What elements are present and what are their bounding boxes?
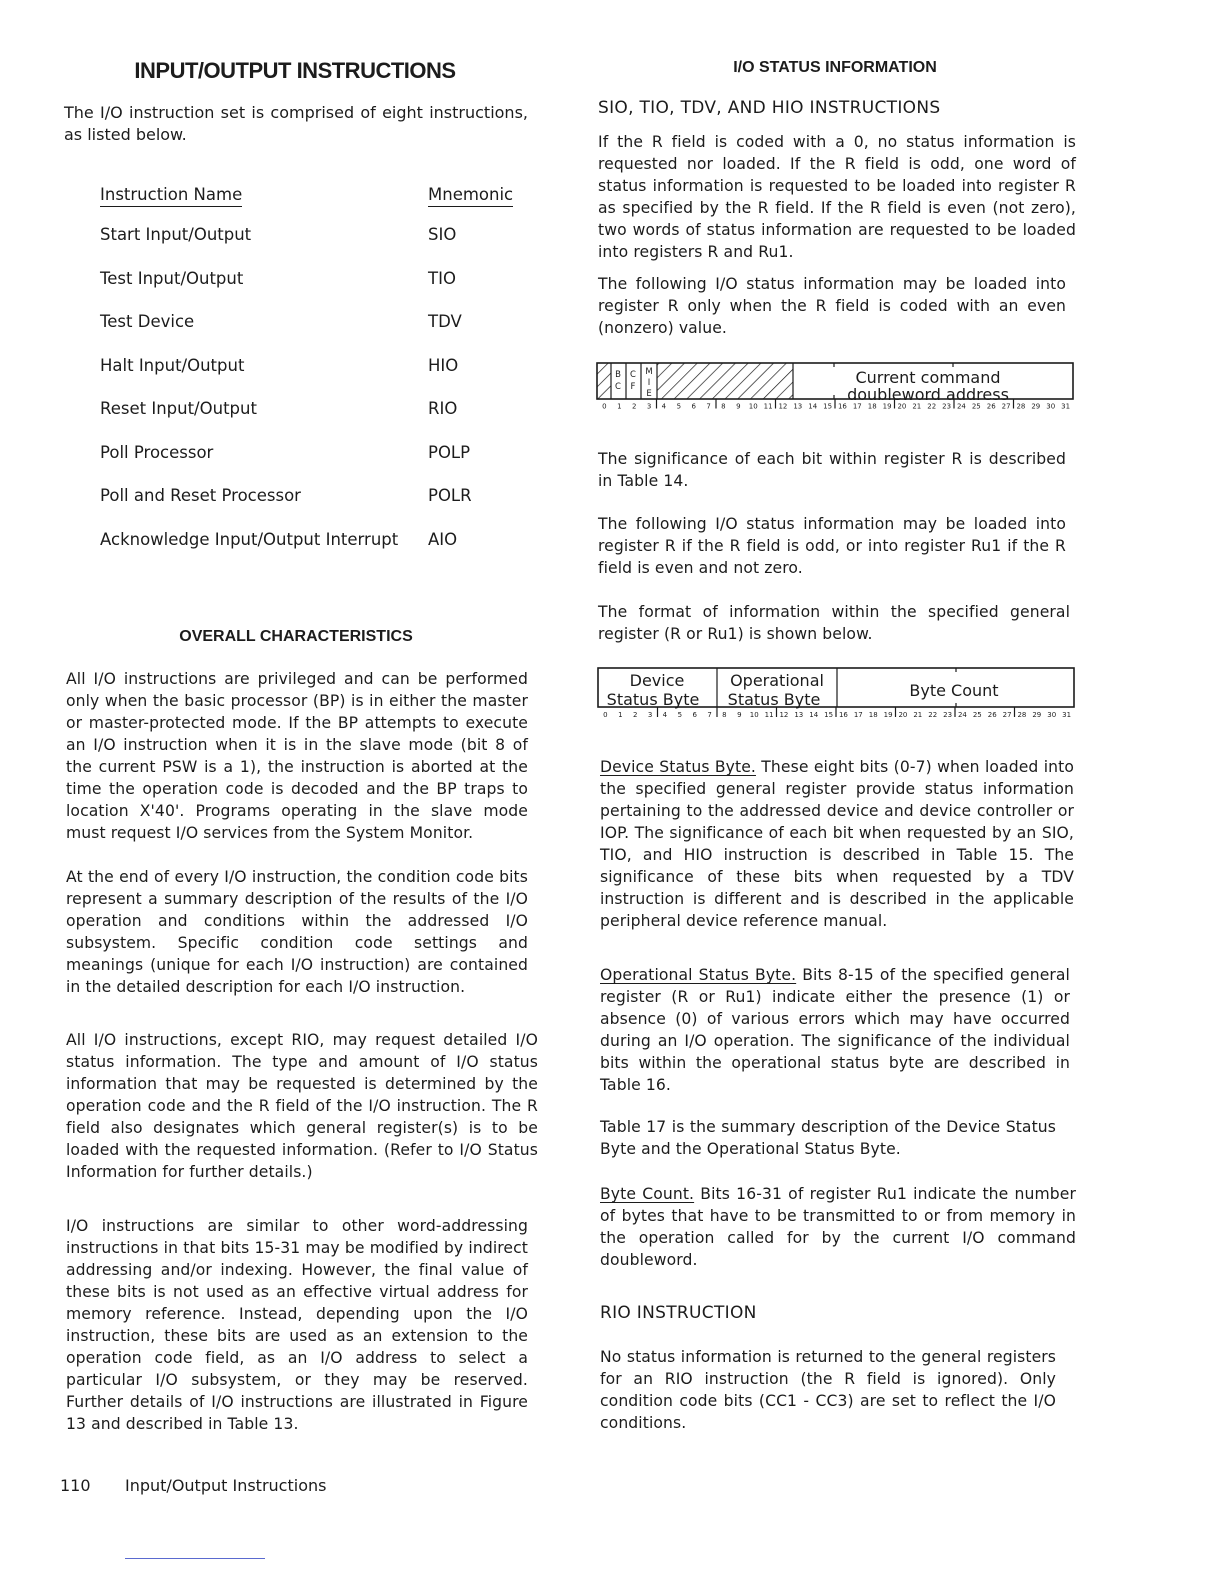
field-operational-status-line2: Status Byte bbox=[727, 690, 821, 709]
bit-number: 17 bbox=[852, 402, 862, 411]
reserved-bits-4-14 bbox=[657, 363, 793, 399]
bit-number: 21 bbox=[912, 402, 922, 411]
paragraph-table17: Table 17 is the summary description of the Device Status Byte and the Operational Status Byte. bbox=[600, 1118, 1056, 1158]
bit-number: 31 bbox=[1061, 402, 1071, 411]
table-row bbox=[100, 474, 520, 518]
operational-status-byte-label: Operational Status Byte. bbox=[600, 966, 797, 984]
instruction-name: Poll Processor bbox=[100, 442, 214, 462]
bit-number: 24 bbox=[956, 402, 966, 411]
bit-number: 15 bbox=[823, 402, 833, 411]
bit-number: 28 bbox=[1017, 711, 1027, 719]
bit-number: 23 bbox=[942, 402, 952, 411]
bit-number: 9 bbox=[737, 711, 742, 719]
instruction-name: Test Input/Output bbox=[100, 268, 244, 288]
bit-number: 26 bbox=[986, 402, 996, 411]
bit-number: 20 bbox=[898, 711, 908, 719]
paragraph-operational-status-byte: Operational Status Byte. Bits 8-15 of the specified general register (R or Ru1) indicate either the presence (1) or absence (0) of various errors which may have occurred during an I/O operation. The significance of the individual bits within the operational status byte are described in Table 16. bbox=[600, 966, 1070, 1094]
table-row bbox=[100, 213, 520, 257]
paragraph-device-status-byte: Device Status Byte. These eight bits (0-7) when loaded into the specified general register provide status information pertaining to the addressed device and device controller or IOP. The significance of each bit when requested by an SIO, TIO, and HIO instruction is described in Table 15. The significance of these bits when requested by a TDV instruction is different and is described in the applicable peripheral device reference manual. bbox=[600, 758, 1074, 930]
bit-number: 19 bbox=[883, 711, 893, 719]
header-instruction-name: Instruction Name bbox=[100, 185, 428, 213]
bit-number: 27 bbox=[1002, 711, 1012, 719]
bit-number: 0 bbox=[603, 711, 608, 719]
bit-number: 0 bbox=[602, 402, 607, 411]
bit-number: 8 bbox=[721, 402, 726, 411]
bit-number: 30 bbox=[1047, 711, 1057, 719]
paragraph-byte-count: Byte Count. Bits 16-31 of register Ru1 indicate the number of bytes that have to be transmitted to or from memory in the operation called for by the current I/O command doubleword. bbox=[600, 1185, 1076, 1269]
bit-number: 7 bbox=[706, 402, 711, 411]
bit-number: 23 bbox=[943, 711, 953, 719]
field-command-line2: doubleword address bbox=[847, 385, 1009, 404]
bit-number: 17 bbox=[853, 711, 863, 719]
paragraph-even-value: The following I/O status information may be loaded into register R only when the R field is coded with an even (nonzero) value. bbox=[598, 275, 1066, 337]
bit-number: 29 bbox=[1032, 711, 1042, 719]
reserved-bit-0 bbox=[597, 363, 611, 399]
bit-number: 22 bbox=[928, 711, 938, 719]
bit-number: 5 bbox=[677, 711, 683, 719]
bit-number: 18 bbox=[868, 711, 878, 719]
paragraph-odd-r-field: The following I/O status information may be loaded into register R if the R field is odd, or into register Ru1 if the R field is even and not zero. bbox=[598, 515, 1066, 577]
status-information-heading: I/O STATUS INFORMATION bbox=[733, 59, 937, 76]
flag-cf-top: C bbox=[630, 370, 636, 380]
table-row bbox=[100, 387, 520, 431]
bit-number: 20 bbox=[897, 402, 907, 411]
bit-number: 29 bbox=[1031, 402, 1041, 411]
instruction-name: Reset Input/Output bbox=[100, 399, 257, 419]
table-row bbox=[100, 431, 520, 475]
bit-number: 3 bbox=[647, 711, 653, 719]
mnemonic: HIO bbox=[428, 355, 459, 375]
flag-bc-top: B bbox=[615, 370, 621, 380]
instruction-name: Start Input/Output bbox=[100, 225, 252, 245]
bit-number: 1 bbox=[617, 402, 622, 411]
bit-number: 26 bbox=[987, 711, 997, 719]
bit-number: 19 bbox=[882, 402, 892, 411]
flag-cf-bottom: F bbox=[630, 382, 636, 392]
bit-number: 3 bbox=[646, 402, 652, 411]
bit-number: 21 bbox=[913, 711, 923, 719]
intro-paragraph: The I/O instruction set is comprised of eight instructions, as listed below. bbox=[64, 103, 528, 144]
bit-number: 4 bbox=[661, 402, 667, 411]
bit-number: 10 bbox=[748, 402, 758, 411]
bit-number: 7 bbox=[707, 711, 712, 719]
paragraph-status-request: All I/O instructions, except RIO, may request detailed I/O status information. The type and amount of I/O status information that may be requested is determined by the operation code and the R field of the I/O instruction. The R field also designates which general register(s) is to be loaded with the requested information. (Refer to I/O Status Information for further details.) bbox=[66, 1031, 538, 1181]
instruction-table bbox=[100, 185, 520, 561]
paragraph-r-field: If the R field is coded with a 0, no status information is requested nor loaded. If the R field is odd, one word of status information is requested to be loaded into register R as specified by the R field. If the R field is even (not zero), two words of status information are requested to be loaded into registers R and Ru1. bbox=[598, 133, 1076, 261]
bit-number: 22 bbox=[927, 402, 937, 411]
bit-number: 27 bbox=[1001, 402, 1011, 411]
bit-number: 30 bbox=[1046, 402, 1056, 411]
paragraph-rio: No status information is returned to the general registers for an RIO instruction (the R field is ignored). Only condition code bits (CC1 - CC3) are set to reflect the I/O conditions. bbox=[600, 1348, 1056, 1432]
table-row bbox=[100, 257, 520, 301]
bit-number: 25 bbox=[972, 711, 982, 719]
instruction-name: Poll and Reset Processor bbox=[100, 486, 301, 506]
footer-section-title: Input/Output Instructions bbox=[125, 1476, 327, 1495]
bit-number: 25 bbox=[971, 402, 981, 411]
bit-number: 5 bbox=[676, 402, 682, 411]
section-title: INPUT/OUTPUT INSTRUCTIONS bbox=[134, 58, 456, 83]
bit-number: 6 bbox=[692, 711, 697, 719]
bit-number: 11 bbox=[764, 711, 774, 719]
instruction-name: Test Device bbox=[100, 312, 195, 332]
bit-number: 2 bbox=[631, 402, 637, 411]
header-mnemonic: Mnemonic bbox=[428, 185, 520, 213]
instruction-name: Halt Input/Output bbox=[100, 355, 245, 375]
table-row bbox=[100, 344, 520, 388]
flag-mie-top: M bbox=[645, 367, 653, 377]
mnemonic: TIO bbox=[428, 268, 456, 288]
paragraph-condition-code: At the end of every I/O instruction, the condition code bits represent a summary description of the results of the I/O operation and conditions within the addressed I/O subsystem. Specific condition code settings and meanings (unique for each I/O instruction) are contained in the detailed description for each I/O instruction. bbox=[66, 868, 528, 996]
bit-number: 11 bbox=[763, 402, 773, 411]
overall-characteristics-heading: OVERALL CHARACTERISTICS bbox=[179, 628, 413, 645]
field-device-status-line2: Status Byte bbox=[606, 690, 700, 709]
rio-instruction-heading: RIO INSTRUCTION bbox=[600, 1303, 757, 1323]
field-byte-count: Byte Count bbox=[909, 681, 999, 700]
bit-number: 12 bbox=[778, 402, 788, 411]
flag-mie-middle: I bbox=[647, 378, 651, 388]
bit-number: 13 bbox=[794, 711, 804, 719]
field-operational-status-line1: Operational bbox=[730, 671, 824, 690]
paragraph-significance-table14: The significance of each bit within register R is described in Table 14. bbox=[598, 450, 1066, 490]
bit-number: 4 bbox=[662, 711, 668, 719]
mnemonic: TDV bbox=[428, 312, 462, 332]
paragraph-privileged: All I/O instructions are privileged and can be performed only when the basic processor (BP) is in either the master or master-protected mode. If the BP attempts to execute an I/O instruction when it is in the slave mode (bit 8 of the current PSW is a 1), the instruction is aborted at the time the operation code is decoded and the BP traps to location X'40'. Programs operating in the slave mode must request I/O services from the System Monitor. bbox=[66, 670, 528, 842]
flag-bc-bottom: C bbox=[615, 382, 621, 392]
bit-number: 14 bbox=[808, 402, 818, 411]
bit-number: 13 bbox=[793, 402, 803, 411]
bit-number: 8 bbox=[722, 711, 727, 719]
table-row bbox=[100, 300, 520, 344]
paragraph-format: The format of information within the specified general register (R or Ru1) is shown below. bbox=[598, 603, 1070, 643]
bit-number: 9 bbox=[736, 402, 741, 411]
bit-number: 16 bbox=[838, 711, 848, 719]
table-header-row bbox=[100, 185, 520, 213]
bit-number: 6 bbox=[691, 402, 696, 411]
flag-mie-bottom: E bbox=[646, 389, 652, 399]
field-device-status-line1: Device bbox=[629, 671, 685, 690]
sio-tio-tdv-hio-heading: SIO, TIO, TDV, AND HIO INSTRUCTIONS bbox=[598, 98, 941, 118]
mnemonic: POLR bbox=[428, 486, 472, 506]
bit-number: 16 bbox=[837, 402, 847, 411]
paragraph-word-addressing: I/O instructions are similar to other word-addressing instructions in that bits 15-31 may be modified by indirect addressing and/or indexing. However, the final value of these bits is not used as an effective virtual address for memory reference. Instead, depending upon the I/O instruction, these bits are used as an extension to the operation code field, as an I/O address to select a particular I/O subsystem, or they may be reserved. Further details of I/O instructions are illustrated in Figure 13 and described in Table 13. bbox=[66, 1217, 528, 1433]
table-row bbox=[100, 518, 520, 562]
register-format-command-address bbox=[596, 362, 1074, 414]
footer-rule bbox=[125, 1558, 265, 1559]
mnemonic: RIO bbox=[428, 399, 458, 419]
instruction-name: Acknowledge Input/Output Interrupt bbox=[100, 529, 399, 549]
field-command-line1: Current command bbox=[855, 368, 1001, 387]
bit-number: 1 bbox=[618, 711, 623, 719]
bit-number: 14 bbox=[809, 711, 819, 719]
bit-number: 15 bbox=[824, 711, 834, 719]
bit-number: 12 bbox=[779, 711, 789, 719]
bit-number: 31 bbox=[1062, 711, 1072, 719]
bit-number: 28 bbox=[1016, 402, 1026, 411]
bit-number: 10 bbox=[749, 711, 759, 719]
bit-number: 2 bbox=[632, 711, 638, 719]
page-number: 110 bbox=[60, 1476, 91, 1495]
bit-number: 24 bbox=[957, 711, 967, 719]
bit-number: 18 bbox=[867, 402, 877, 411]
mnemonic: POLP bbox=[428, 442, 471, 462]
register-format-status-bytecount bbox=[597, 667, 1075, 719]
mnemonic: SIO bbox=[428, 225, 457, 245]
mnemonic: AIO bbox=[428, 529, 458, 549]
device-status-byte-label: Device Status Byte. bbox=[600, 758, 756, 776]
byte-count-label: Byte Count. bbox=[600, 1185, 695, 1203]
